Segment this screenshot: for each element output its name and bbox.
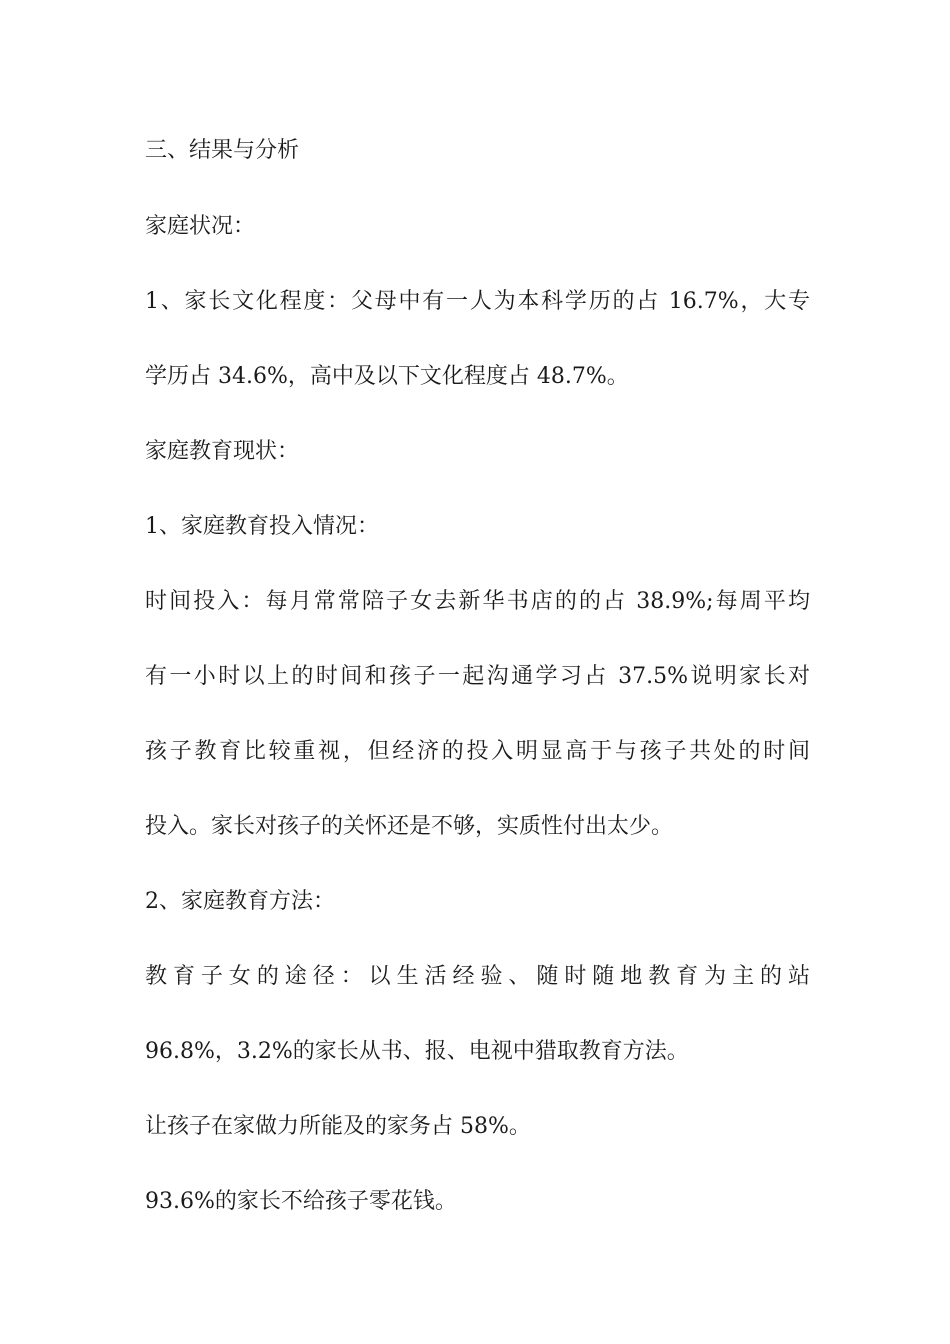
paragraph-line: 投入。家长对孩子的关怀还是不够，实质性付出太少。 [145, 814, 674, 839]
section-heading: 三、结果与分析 [145, 138, 300, 163]
paragraph-line: 93.6%的家长不给孩子零花钱。 [145, 1189, 457, 1214]
paragraph-line: 孩子教育比较重视，但经济的投入明显高于与孩子共处的时间 [145, 739, 810, 764]
subheading-family-education: 家庭教育现状： [145, 439, 300, 464]
paragraph-line: 有一小时以上的时间和孩子一起沟通学习占 37.5%说明家长对 [145, 664, 810, 689]
subheading-family-status: 家庭状况： [145, 214, 256, 239]
paragraph-line: 1、家长文化程度：父母中有一人为本科学历的占 16.7%，大专 [145, 289, 810, 314]
paragraph-line: 96.8%，3.2%的家长从书、报、电视中猎取教育方法。 [145, 1039, 689, 1064]
paragraph-line: 时间投入：每月常常陪子女去新华书店的的占 38.9%;每周平均 [145, 589, 810, 614]
paragraph-line: 学历占 34.6%，高中及以下文化程度占 48.7%。 [145, 364, 629, 389]
list-item-heading: 2、家庭教育方法： [145, 889, 335, 914]
list-item-heading: 1、家庭教育投入情况： [145, 514, 379, 539]
paragraph-line: 让孩子在家做力所能及的家务占 58%。 [145, 1114, 531, 1139]
paragraph-line: 教育子女的途径：以生活经验、随时随地教育为主的站 [145, 964, 810, 989]
